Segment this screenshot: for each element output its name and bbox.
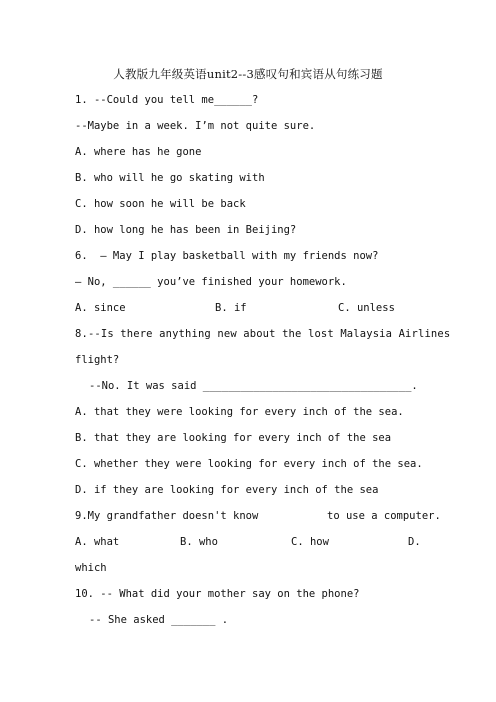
question-6-option-c: C. unless xyxy=(338,302,395,314)
question-9-stem-part1: 9.My grandfather doesn't know xyxy=(75,510,259,522)
question-6-option-a: A. since xyxy=(75,302,126,314)
question-1-option-d: D. how long he has been in Beijing? xyxy=(75,224,297,236)
question-8-stem-line1: 8.--Is there anything new about the lost Malaysia Airlines xyxy=(75,328,451,340)
question-8-option-a: A. that they were looking for every inch of the sea. xyxy=(75,406,404,418)
question-6-option-b: B. if xyxy=(215,302,247,314)
question-6-stem: 6. – May I play basketball with my friends now? xyxy=(75,250,379,262)
question-10-reply: -- She asked _______ . xyxy=(89,614,229,626)
question-1-reply: --Maybe in a week. I’m not quite sure. xyxy=(75,120,316,132)
question-9-option-c: C. how xyxy=(291,536,329,548)
question-8-stem-line2: flight? xyxy=(75,354,120,366)
question-8-option-c: C. whether they were looking for every inch of the sea. xyxy=(75,458,423,470)
question-1-option-c: C. how soon he will be back xyxy=(75,198,246,210)
page-title: 人教版九年级英语unit2--3感叹句和宾语从句练习题 xyxy=(113,67,383,81)
question-6-reply: – No, ______ you’ve finished your homework. xyxy=(75,276,347,288)
question-1-option-b: B. who will he go skating with xyxy=(75,172,265,184)
question-9-option-a: A. what xyxy=(75,536,120,548)
question-1-stem: 1. --Could you tell me______? xyxy=(75,94,259,106)
question-9-option-d: D. xyxy=(408,536,421,548)
question-9-option-b: B. who xyxy=(180,536,218,548)
question-1-option-a: A. where has he gone xyxy=(75,146,202,158)
question-8-option-b: B. that they are looking for every inch of the sea xyxy=(75,432,392,444)
question-10-stem: 10. -- What did your mother say on the phone? xyxy=(75,588,360,600)
question-8-reply: --No. It was said _________________________________. xyxy=(89,380,418,392)
question-8-option-d: D. if they are looking for every inch of the sea xyxy=(75,484,379,496)
question-9-option-d-continued: which xyxy=(75,562,107,574)
question-9-stem-part2: to use a computer. xyxy=(327,510,441,522)
